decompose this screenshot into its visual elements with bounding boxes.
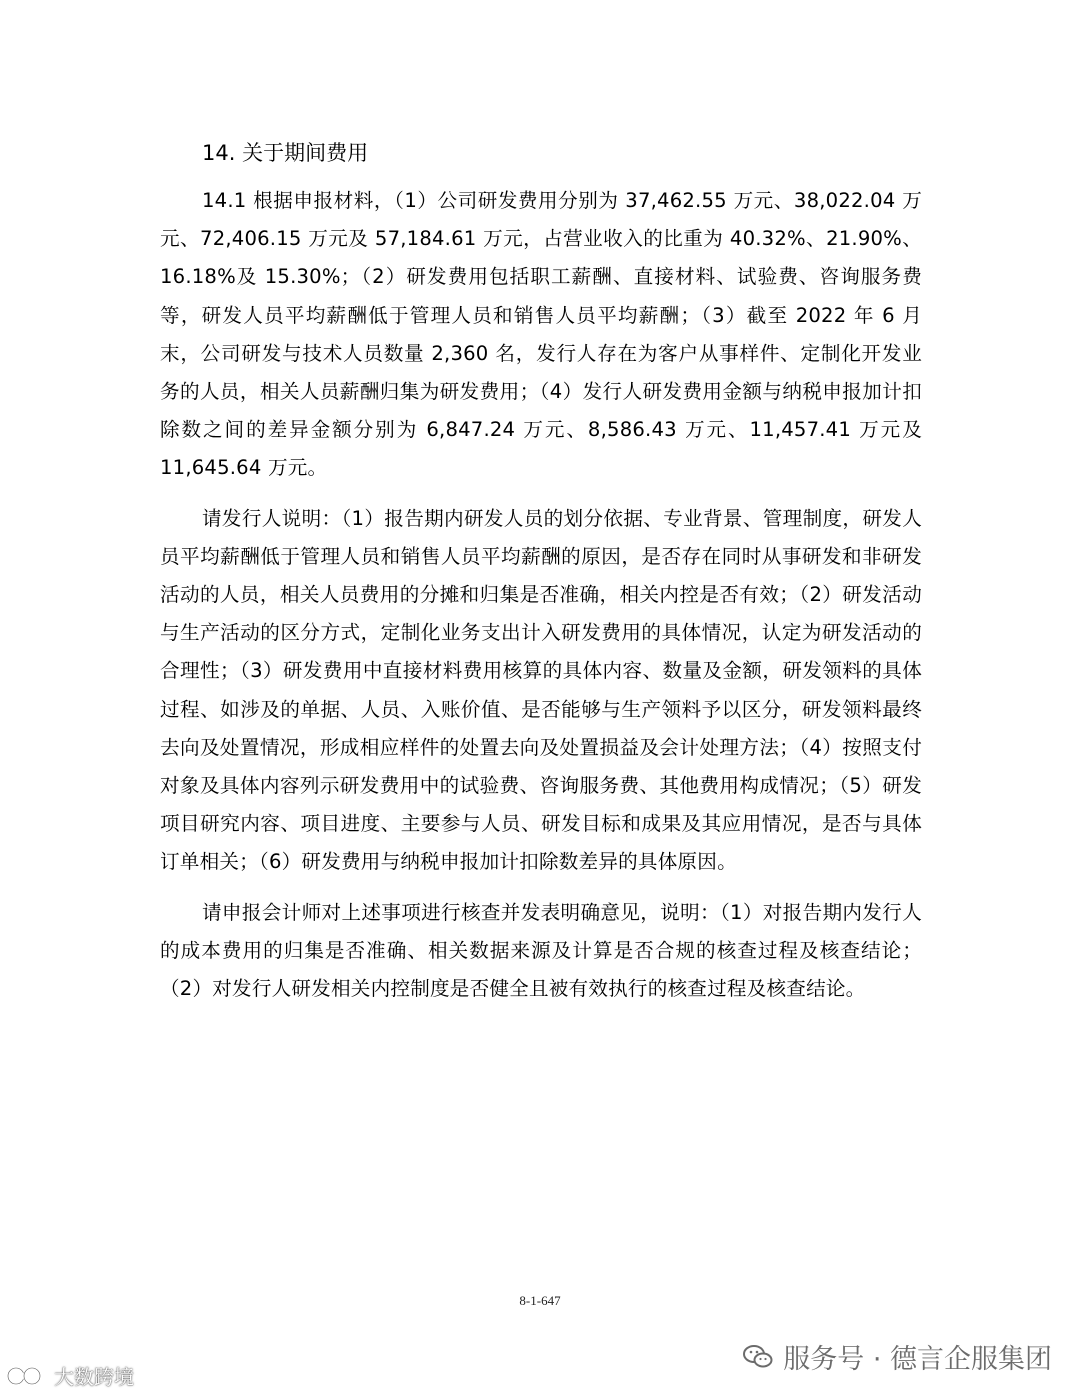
document-body — [160, 134, 922, 1020]
paragraph-accountant-verification: 请申报会计师对上述事项进行核查并发表明确意见，说明：（1）对报告期内发行人的成本费用的归集是否准确、相关数据来源及计算是否合规的核查过程及核查结论；（2）对发行人研发相关内控制度是否健全且被有效执行的核查过程及核查结论。 — [160, 900, 922, 1001]
paragraph-issuer-explanation: 请发行人说明：（1）报告期内研发人员的划分依据、专业背景、管理制度，研发人员平均薪酬低于管理人员和销售人员平均薪酬的原因，是否存在同时从事研发和非研发活动的人员，相关人员费用的分摊和归集是否准确，相关内控是否有效；（2）研发活动与生产活动的区分方式，定制化业务支出计入研发费用的具体情况，认定为研发活动的合理性；（3）研发费用中直接材料费用核算的具体内容、数量及金额，研发领料的具体过程、如涉及的单据、人员、入账价值、是否能够与生产领料予以区分，研发领料最终去向及处置情况，形成相应样件的处置去向及处置损益及会计处理方法；（4）按照支付对象及具体内容列示研发费用中的试验费、咨询服务费、其他费用构成情况；（5）研发项目研究内容、项目进度、主要参与人员、研发目标和成果及其应用情况，是否与具体订单相关；（6）研发费用与纳税申报加计扣除数差异的具体原因。 — [160, 506, 922, 874]
wechat-icon — [743, 1344, 773, 1370]
logo-icon — [6, 1363, 50, 1389]
corner-watermark-text: 大数跨境 — [54, 1365, 134, 1389]
page-number: 8-1-647 — [519, 1293, 561, 1308]
paragraph-background: 14.1 根据申报材料，（1）公司研发费用分别为 37,462.55 万元、38,022.04 万元、72,406.15 万元及 57,184.61 万元，占营业收入的比重为 40.32%、21.90%、16.18%及 15.30%；（2）研发费用包括职工薪酬、直接材料、试验费、咨询服务费等，研发人员平均薪酬低于管理人员和销售人员平均薪酬；（3）截至 2022 年 6 月末，公司研发与技术人员数量 2,360 名，发行人存在为客户从事样件、定制化开发业务的人员，相关人员薪酬归集为研发费用；（4）发行人研发费用金额与纳税申报加计扣除数之间的差异金额分别为 6,847.24 万元、8,586.43 万元、11,457.41 万元及 11,645.64 万元。 — [160, 189, 922, 480]
corner-watermark — [6, 1361, 134, 1390]
service-account-text: 服务号 · 德言企服集团 — [783, 1344, 1052, 1375]
service-account-watermark — [743, 1337, 1052, 1376]
section-heading: 14. 关于期间费用 — [202, 141, 369, 165]
